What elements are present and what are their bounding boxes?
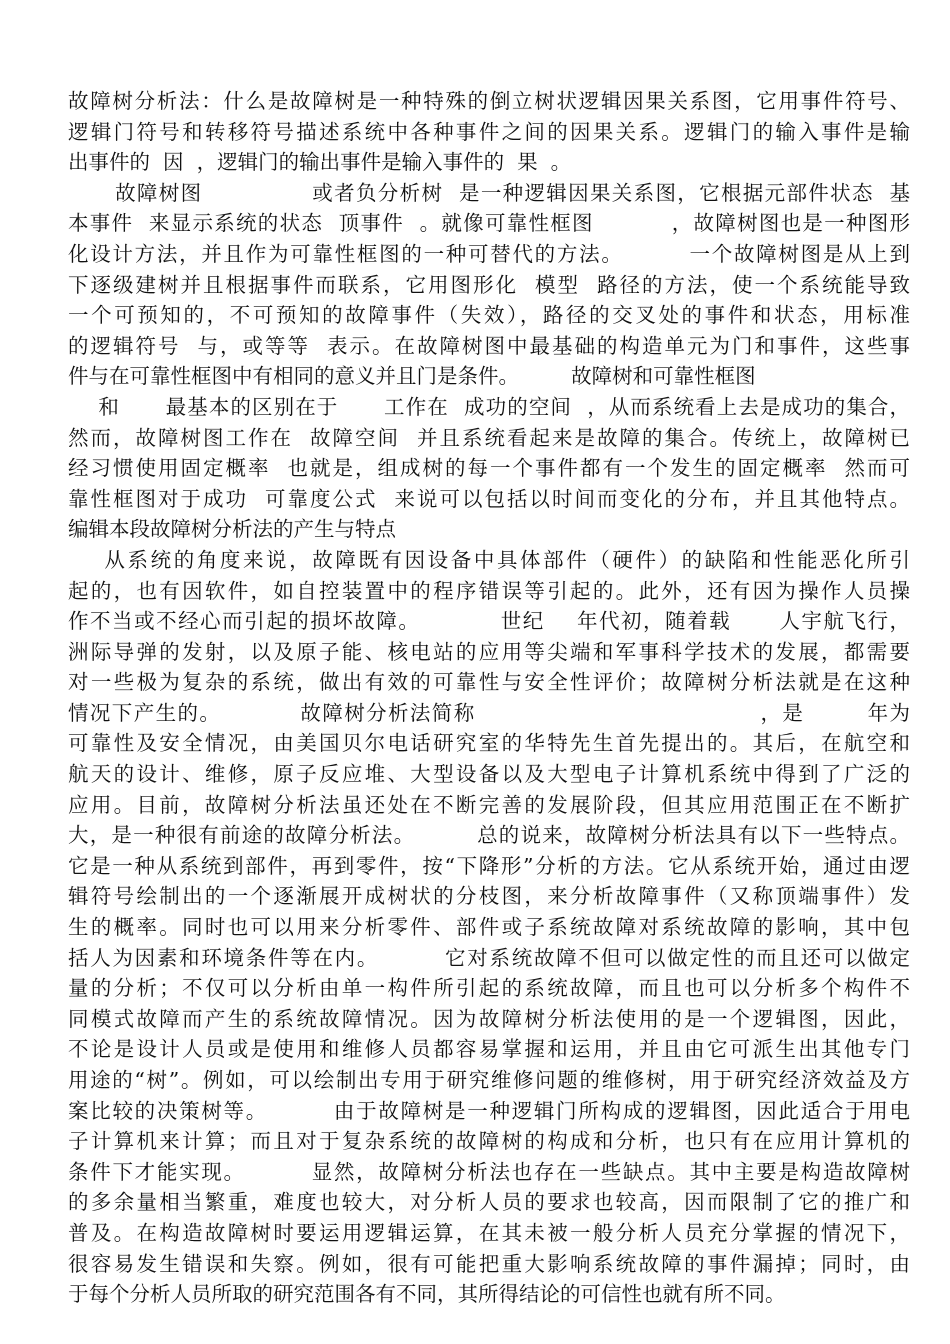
text-line: 化设计方法，并且作为可靠性框图的一种可替代的方法。 一个故障树图是从上到	[68, 241, 910, 266]
text-line: 故障树分析法：什么是故障树是一种特殊的倒立树状逻辑因果关系图，它用事件符号、	[68, 89, 910, 113]
text-line: 然而，故障树图工作在 故障空间 并且系统看起来是故障的集合。传统上，故障树已	[68, 425, 910, 450]
text-line: 案比较的决策树等。 由于故障树是一种逻辑门所构成的逻辑图，因此适合于用电	[68, 1098, 910, 1123]
text-line: 出事件的 因 ，逻辑门的输出事件是输入事件的 果 。	[68, 150, 572, 175]
text-line: 和 最基本的区别在于 工作在 成功的空间 ，从而系统看上去是成功的集合，	[68, 394, 910, 419]
text-line: 于每个分析人员所取的研究范围各有不同，其所得结论的可信性也就有所不同。	[68, 1282, 786, 1307]
text-line: 件与在可靠性框图中有相同的意义并且门是条件。 故障树和可靠性框图	[68, 364, 756, 389]
text-line: 航天的设计、维修，原子反应堆、大型设备以及大型电子计算机系统中得到了广泛的	[68, 762, 910, 787]
text-line: 情况下产生的。 故障树分析法简称 ，是 年为	[68, 700, 910, 725]
text-line: 下逐级建树并且根据事件而联系，它用图形化 模型 路径的方法，使一个系统能导致	[68, 272, 910, 297]
text-line: 靠性框图对于成功 可靠度公式 来说可以包括以时间而变化的分布，并且其他特点。	[68, 486, 910, 511]
text-line: 用途的“树”。例如，可以绘制出专用于研究维修问题的维修树，用于研究经济效益及方	[68, 1068, 910, 1092]
text-line: 一个可预知的，不可预知的故障事件（失效），路径的交叉处的事件和状态，用标准	[68, 303, 910, 328]
text-line: 量的分析；不仅可以分析由单一构件所引起的系统故障，而且也可以分析多个构件不	[68, 976, 910, 1001]
text-line: 子计算机来计算；而且对于复杂系统的故障树的构成和分析，也只有在应用计算机的	[68, 1129, 910, 1154]
text-line: 从系统的角度来说，故障既有因设备中具体部件（硬件）的缺陷和性能恶化所引	[68, 547, 910, 572]
text-line: 同模式故障而产生的系统故障情况。因为故障树分析法使用的是一个逻辑图，因此，	[68, 1006, 910, 1031]
text-line: 可靠性及安全情况，由美国贝尔电话研究室的华特先生首先提出的。其后，在航空和	[68, 731, 910, 756]
text-line: 括人为因素和环境条件等在内。 它对系统故障不但可以做定性的而且还可以做定	[68, 945, 910, 970]
text-line: 作不当或不经心而引起的损坏故障。 世纪 年代初，随着载 人宇航飞行，	[68, 609, 910, 634]
text-line: 对一些极为复杂的系统，做出有效的可靠性与安全性评价；故障树分析法就是在这种	[68, 670, 910, 695]
text-line: 辑符号绘制出的一个逐渐展开成树状的分枝图，来分析故障事件（又称顶端事件）发	[68, 884, 910, 909]
text-line: 不论是设计人员或是使用和维修人员都容易掌握和运用，并且由它可派生出其他专门	[68, 1037, 910, 1062]
text-line: 的多余量相当繁重，难度也较大，对分析人员的要求也较高，因而限制了它的推广和	[68, 1190, 910, 1215]
text-line: 故障树图 或者负分析树 是一种逻辑因果关系图，它根据元部件状态 基	[68, 180, 910, 205]
text-line: 很容易发生错误和失察。例如，很有可能把重大影响系统故障的事件漏掉；同时，由	[68, 1251, 910, 1276]
text-line: 本事件 来显示系统的状态 顶事件 。就像可靠性框图 ，故障树图也是一种图形	[68, 211, 910, 236]
text-line: 普及。在构造故障树时要运用逻辑运算，在其未被一般分析人员充分掌握的情况下，	[68, 1220, 910, 1245]
text-line: 编辑本段故障树分析法的产生与特点	[68, 517, 396, 542]
text-line: 起的，也有因软件，如自控装置中的程序错误等引起的。此外，还有因为操作人员操	[68, 578, 910, 603]
text-line: 生的概率。同时也可以用来分析零件、部件或子系统故障对系统故障的影响，其中包	[68, 915, 910, 940]
text-line: 经习惯使用固定概率 也就是，组成树的每一个事件都有一个发生的固定概率 然而可	[68, 456, 910, 481]
text-line: 它是一种从系统到部件，再到零件，按“下降形”分析的方法。它从系统开始，通过由逻	[68, 853, 910, 878]
text-line: 洲际导弹的发射，以及原子能、核电站的应用等尖端和军事科学技术的发展，都需要	[68, 639, 910, 664]
text-line: 条件下才能实现。 显然，故障树分析法也存在一些缺点。其中主要是构造故障树	[68, 1159, 910, 1184]
text-line: 的逻辑符号 与，或等等 表示。在故障树图中最基础的构造单元为门和事件，这些事	[68, 333, 910, 358]
text-line: 逻辑门符号和转移符号描述系统中各种事件之间的因果关系。逻辑门的输入事件是输	[68, 119, 910, 144]
text-line: 大，是一种很有前途的故障分析法。 总的说来，故障树分析法具有以下一些特点。	[68, 823, 910, 848]
text-line: 应用。目前，故障树分析法虽还处在不断完善的发展阶段，但其应用范围正在不断扩	[68, 792, 910, 817]
document-body	[68, 86, 910, 1310]
